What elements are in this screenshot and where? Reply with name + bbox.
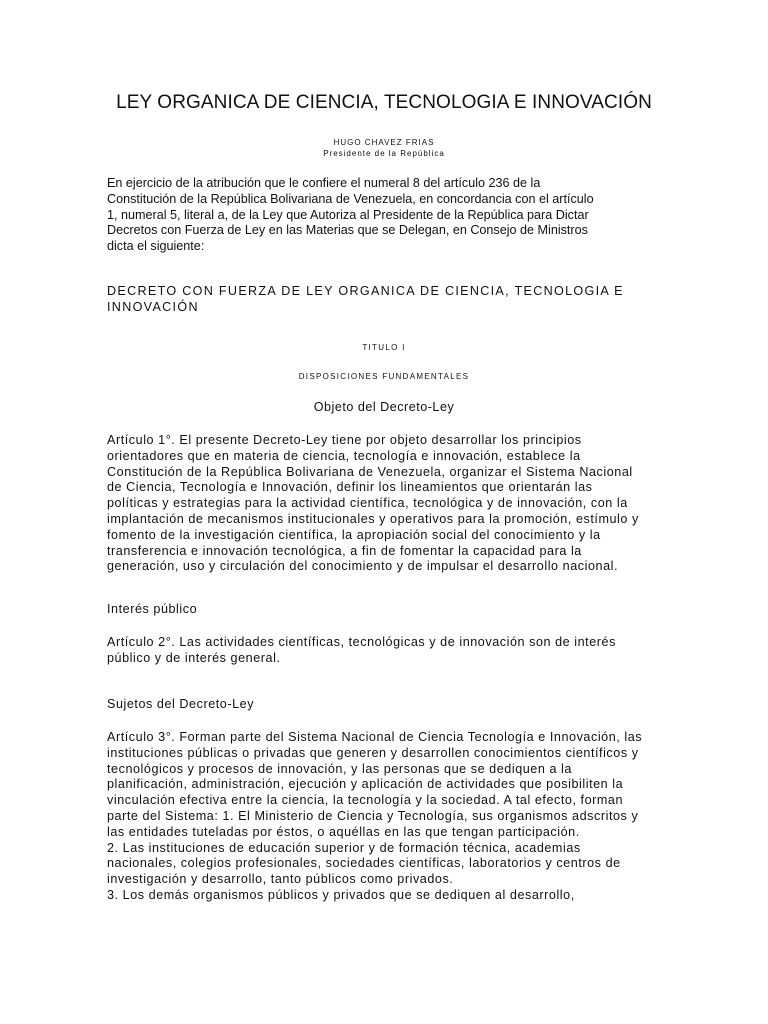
articulo-1-line: fomento de la investigación científica, la apropiación social del conocimiento y la	[107, 527, 601, 542]
objeto-heading: Objeto del Decreto-Ley	[313, 400, 455, 414]
articulo-1-paragraph	[107, 433, 663, 575]
author-role: Presidente de la República	[323, 149, 445, 158]
articulo-2-line: Artículo 2°. Las actividades científicas, tecnológicas y de innovación son de interés	[107, 635, 616, 649]
articulo-3-line: nacionales, colegios profesionales, sociedades científicas, laboratorios y centros de	[107, 856, 621, 871]
articulo-2-paragraph	[107, 635, 663, 667]
preamble-line: En ejercicio de la atribución que le confiere el numeral 8 del artículo 236 de la	[107, 176, 541, 190]
preamble-line: 1, numeral 5, literal a, de la Ley que Autoriza al Presidente de la República para Dictar	[107, 207, 589, 222]
articulo-3-line: instituciones públicas o privadas que generen y desarrollen conocimientos científicos y	[107, 745, 639, 760]
author-name: HUGO CHAVEZ FRIAS	[333, 138, 435, 147]
document-title: LEY ORGANICA DE CIENCIA, TECNOLOGIA E INNOVACIÓN	[116, 92, 652, 113]
articulo-2-line: público y de interés general.	[107, 650, 281, 665]
articulo-3-line: investigación y desarrollo, tanto públicos como privados.	[107, 872, 454, 887]
decreto-heading	[107, 284, 624, 316]
decreto-line: DECRETO CON FUERZA DE LEY ORGANICA DE CIENCIA, TECNOLOGIA E	[107, 284, 624, 298]
preamble-line: Constitución de la República Bolivariana de Venezuela, en concordancia con el artículo	[107, 191, 594, 206]
disposiciones-label: DISPOSICIONES FUNDAMENTALES	[298, 372, 470, 381]
articulo-3-line: parte del Sistema: 1. El Ministerio de Ciencia y Tecnología, sus organismos adscritos y	[107, 808, 639, 823]
articulo-3-line: tecnológicos y procesos de innovación, y las personas que se dediquen a la	[107, 761, 572, 776]
preamble-line: dicta el siguiente:	[107, 239, 205, 254]
articulo-1-line: orientadores que en materia de ciencia, tecnología e innovación, establece la	[107, 448, 581, 463]
preamble-paragraph	[107, 176, 663, 255]
articulo-1-line: implantación de mecanismos institucionales y operativos para la promoción, estímulo y	[107, 511, 639, 526]
articulo-1-line: políticas y estrategias para la actividad científica, tecnológica y de innovación, con la	[107, 496, 628, 511]
articulo-1-line: transferencia e innovación tecnológica, a fin de fomentar la capacidad para la	[107, 543, 582, 558]
preamble-line: Decretos con Fuerza de Ley en las Materias que se Delegan, en Consejo de Ministros	[107, 223, 588, 238]
articulo-3-line: 3. Los demás organismos públicos y privados que se dediquen al desarrollo,	[107, 887, 575, 902]
decreto-line: INNOVACIÓN	[107, 299, 199, 314]
sujetos-heading: Sujetos del Decreto-Ley	[107, 697, 255, 711]
articulo-3-line: 2. Las instituciones de educación superior y de formación técnica, academias	[107, 840, 581, 855]
articulo-3-line: planificación, administración, ejecución y aplicación de actividades que posibiliten la	[107, 777, 624, 792]
articulo-3-paragraph	[107, 730, 663, 904]
articulo-3-line: las entidades tuteladas por éstos, o aquéllas en las que tengan participación.	[107, 824, 580, 839]
articulo-1-line: generación, uso y circulación del conocimiento y de impulsar el desarrollo nacional.	[107, 559, 619, 574]
articulo-3-line: Artículo 3°. Forman parte del Sistema Nacional de Ciencia Tecnología e Innovación, las	[107, 730, 643, 744]
articulo-1-line: de Ciencia, Tecnología e Innovación, definir los lineamientos que orientarán las	[107, 480, 593, 495]
articulo-1-line: Constitución de la República Bolivariana de Venezuela, organizar el Sistema Nacional	[107, 464, 633, 479]
articulo-1-line: Artículo 1°. El presente Decreto-Ley tiene por objeto desarrollar los principios	[107, 433, 582, 447]
titulo-label: TITULO I	[362, 343, 406, 352]
interes-heading: Interés público	[107, 602, 198, 616]
articulo-3-line: vinculación efectiva entre la ciencia, la tecnología y la sociedad. A tal efecto, forman	[107, 793, 624, 808]
